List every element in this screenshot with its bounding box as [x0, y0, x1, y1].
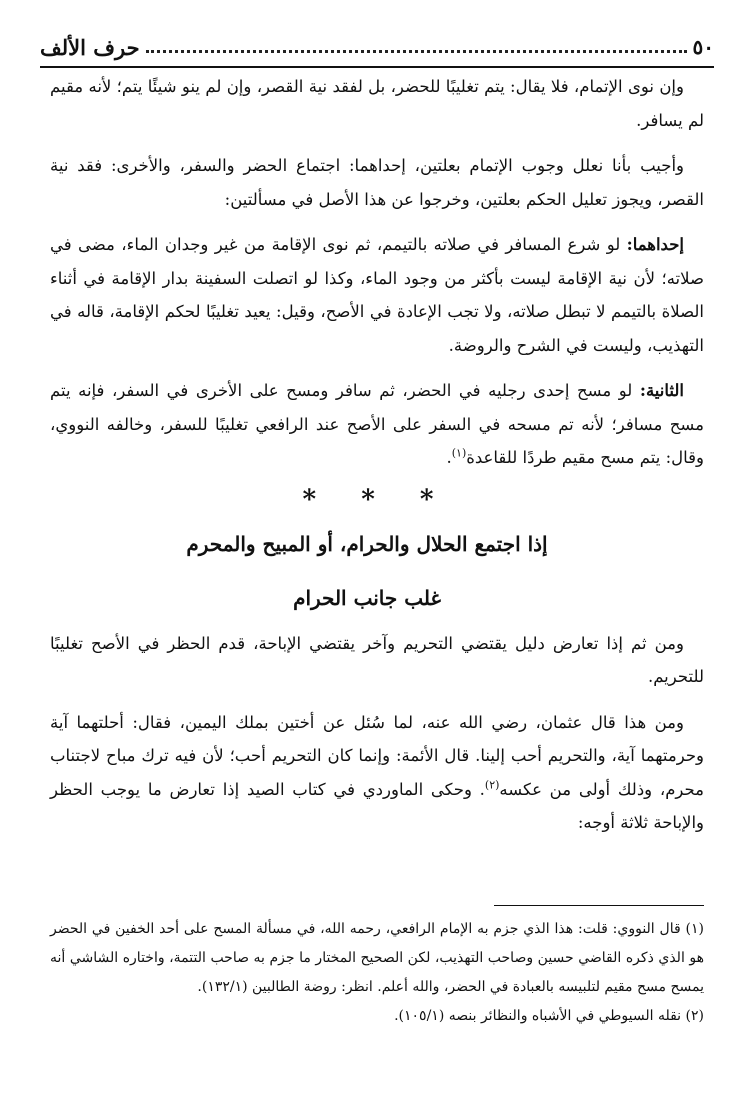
- paragraph-1: وإن نوى الإتمام، فلا يقال: يتم تغليبًا للحضر، بل لفقد نية القصر، وإن لم ينو شيئًا يتم؛ لأنه مقيم لم يسافر.: [50, 77, 704, 130]
- paragraph-6-end: . وحكى الماوردي في كتاب الصيد إذا تعارض ما يوجب الحظر والإباحة ثلاثة أوجه:: [50, 779, 704, 832]
- rule-heading: إذا اجتمع الحلال والحرام، أو المبيح والمحرم: [186, 531, 548, 556]
- paragraph-4-text: لو مسح إحدى رجليه في الحضر، ثم سافر ومسح على الأخرى في السفر، فإنه يتم مسح مسافر؛ لأنه تم مسحه في السفر على الأصح عند الرافعي تغليبًا للسفر، وخالفه النووي، وقال: يتم مسح مقيم طردًا للقاعدة: [50, 381, 704, 467]
- footnotes: [50, 915, 704, 1031]
- footnote-rule: [494, 905, 704, 906]
- footnote-2: (٢) نقله السيوطي في الأشباه والنظائر بنصه (١٠٥/١).: [394, 1008, 704, 1024]
- running-title: حرف الألف: [40, 34, 140, 60]
- paragraph-3-text: لو شرع المسافر في صلاته بالتيمم، ثم نوى الإقامة من غير وجدان الماء، مضى في صلاته؛ لأن نية الإقامة ليست بأكثر من وجود الماء، وكذا لو اتصلت السفينة بدار الإقامة في أثناء الصلاة بالتيمم لا تبطل صلاته، ولا تجب الإعادة في الأصح، وقيل: يعيد تغليبًا لحكم الإقامة، قاله في التهذيب، وليست في الشرح والروضة.: [50, 235, 704, 355]
- paragraph-3: [50, 228, 704, 362]
- paragraph-6-text: ومن هذا قال عثمان، رضي الله عنه، لما سُئل عن أختين بملك اليمين، فقال: أحلتهما آية وحرمتهما آية، والتحريم أحب إلينا. قال الأئمة: وإنما كان التحريم أحب؛ لأن فيه ترك مباح لاجتناب محرم، وذلك أولى من عكسه: [50, 712, 704, 799]
- paragraph-5: ومن ثم إذا تعارض دليل يقتضي التحريم وآخر يقتضي الإباحة، قدم الحظر في الأصح تغليبًا للتحريم.: [50, 633, 704, 686]
- paragraph-4-lead: الثانية:: [639, 381, 684, 400]
- page-header: [40, 30, 714, 64]
- paragraph-4-end: .: [446, 448, 452, 467]
- rule-subheading: غلب جانب الحرام: [293, 585, 441, 610]
- section-separator: * * *: [302, 484, 452, 515]
- footnote-ref-1[interactable]: (١): [451, 446, 467, 460]
- paragraph-2: وأجيب بأنا نعلل وجوب الإتمام بعلتين، إحداهما: اجتماع الحضر والسفر، والأخرى: فقد نية القصر، ويجوز تعليل الحكم بعلتين، وخرجوا عن هذا الأصل في مسألتين:: [50, 156, 704, 209]
- header-dot-leader: [146, 50, 687, 53]
- main-text: [50, 70, 704, 852]
- paragraph-6: [50, 706, 704, 840]
- footnote-1: (١) قال النووي: قلت: هذا الذي جزم به الإمام الرافعي، رحمه الله، في مسألة المسح على أحد الخفين في الحضر هو الذي ذكره القاضي حسين وصاحب التهذيب، لكن الصحيح المختار ما جزم به صاحب التتمة، واختاره الشاشي أنه يمسح مسح مقيم لتلبيسه بالعبادة في الحضر، والله أعلم. انظر: روضة الطالبين (١٣٢/١).: [50, 921, 705, 995]
- footnote-ref-2[interactable]: (٢): [484, 778, 500, 791]
- header-rule: [40, 66, 714, 68]
- paragraph-4: [50, 374, 704, 475]
- page-number: ٥٠: [692, 35, 714, 59]
- paragraph-3-lead: إحداهما:: [626, 235, 684, 254]
